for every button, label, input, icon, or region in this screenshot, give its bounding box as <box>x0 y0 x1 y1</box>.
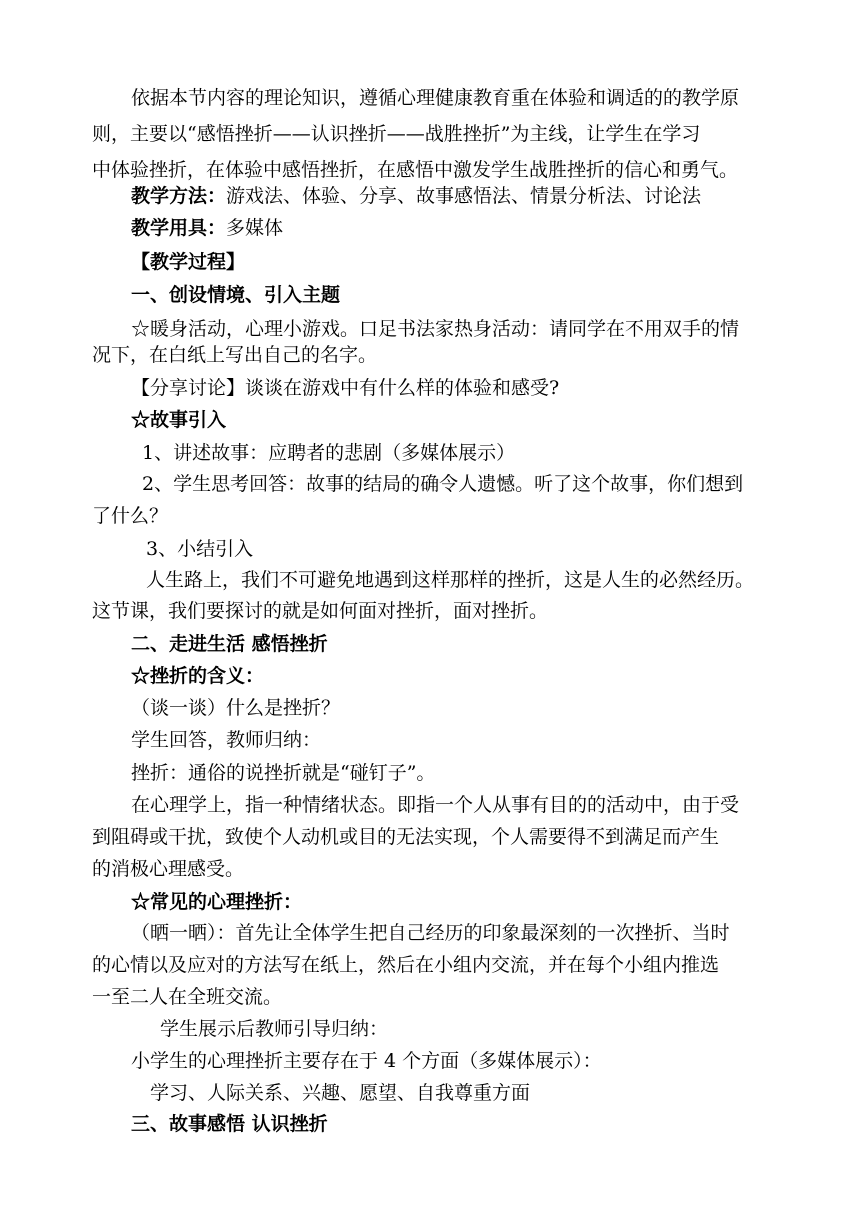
teaching-tools <box>131 215 283 241</box>
process-heading: 【教学过程】 <box>131 251 246 273</box>
section-1-heading: 一、创设情境、引入主题 <box>131 284 341 306</box>
show-line-3: 一至二人在全班交流。 <box>92 986 283 1008</box>
section-2-heading: 二、走进生活 感悟挫折 <box>131 633 328 655</box>
talk-prompt: （谈一谈）什么是挫折？ <box>131 697 341 719</box>
story-item-2-line-2: 了什么？ <box>92 505 169 527</box>
warmup-line-1: ☆暖身活动，心理小游戏。口足书法家热身活动：请同学在不用双手的情 <box>131 318 740 340</box>
summary-line-2: 这节课，我们要探讨的就是如何面对挫折，面对挫折。 <box>92 600 549 622</box>
story-item-2-line-1: 2、学生思考回答：故事的结局的确令人遗憾。听了这个故事，你们想到 <box>142 473 744 495</box>
teaching-methods-value: 游戏法、体验、分享、故事感悟法、情景分析法、讨论法 <box>226 185 702 207</box>
teaching-methods <box>131 183 701 209</box>
share-discussion: 【分享讨论】谈谈在游戏中有什么样的体验和感受? <box>131 377 560 399</box>
psychology-line-1: 在心理学上，指一种情绪状态。即指一个人从事有目的的活动中，由于受 <box>131 794 740 816</box>
intro-line-3: 中体验挫折，在体验中感悟挫折，在感悟中激发学生战胜挫折的信心和勇气。 <box>92 159 739 181</box>
four-aspects: 小学生的心理挫折主要存在于 4 个方面（多媒体展示）： <box>131 1050 602 1072</box>
story-intro-heading: ☆故事引入 <box>131 409 227 431</box>
teaching-tools-value: 多媒体 <box>226 217 284 239</box>
intro-line-1: 依据本节内容的理论知识，遵循心理健康教育重在体验和调适的的教学原 <box>131 87 740 109</box>
frustration-meaning-heading: ☆挫折的含义： <box>131 665 265 687</box>
teacher-guide: 学生展示后教师引导归纳： <box>160 1018 389 1040</box>
psychology-line-2: 到阻碍或干扰，致使个人动机或目的无法实现，个人需要得不到满足而产生 <box>92 826 720 848</box>
story-item-1: 1、讲述故事：应聘者的悲剧（多媒体展示） <box>142 442 516 464</box>
aspects-list: 学习、人际关系、兴趣、愿望、自我尊重方面 <box>150 1082 531 1104</box>
section-3-heading: 三、故事感悟 认识挫折 <box>131 1113 328 1135</box>
show-line-1: （晒一晒）：首先让全体学生把自己经历的印象最深刻的一次挫折、当时 <box>131 922 730 944</box>
psychology-line-3: 的消极心理感受。 <box>92 858 245 880</box>
story-item-3: 3、小结引入 <box>146 538 254 560</box>
show-line-2: 的心情以及应对的方法写在纸上，然后在小组内交流，并在每个小组内推选 <box>92 954 720 976</box>
teaching-methods-label: 教学方法： <box>131 185 227 207</box>
teaching-tools-label: 教学用具： <box>131 217 227 239</box>
student-answer: 学生回答，教师归纳： <box>131 729 322 751</box>
common-frustration-heading: ☆常见的心理挫折： <box>131 891 303 913</box>
frustration-definition: 挫折：通俗的说挫折就是“碰钉子”。 <box>131 762 436 784</box>
warmup-line-2: 况下，在白纸上写出自己的名字。 <box>92 344 378 366</box>
summary-line-1: 人生路上，我们不可避免地遇到这样那样的挫折，这是人生的必然经历。 <box>146 569 755 591</box>
intro-line-2: 则，主要以“感悟挫折——认识挫折——战胜挫折”为主线，让学生在学习 <box>92 123 701 145</box>
